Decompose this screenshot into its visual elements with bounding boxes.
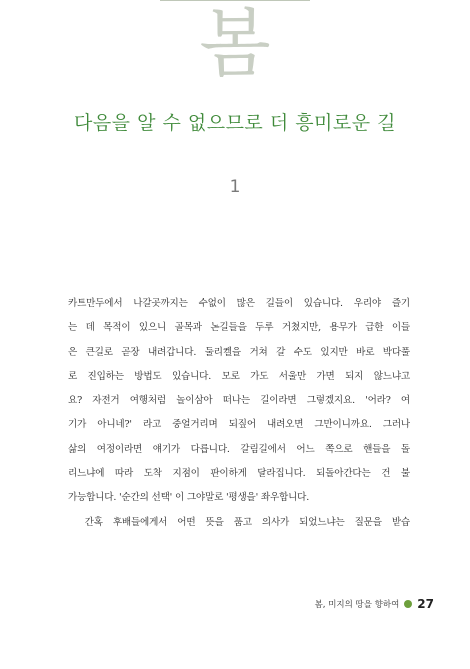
chapter-subtitle: 다음을 알 수 없으므로 더 흥미로운 길 bbox=[73, 112, 397, 134]
body-line: 로 진입하는 방법도 있습니다. 모로 가도 서울만 가면 되지 않느냐고 bbox=[68, 370, 410, 382]
body-line: 는 데 목적이 있으니 골목과 논길들을 두루 거쳤지만, 용무가 급한 이들 bbox=[68, 322, 410, 334]
body-line: 리느냐에 따라 도착 지점이 판이하게 달라집니다. 되돌아간다는 건 불 bbox=[68, 468, 410, 480]
body-line: 삶의 여정이라면 얘기가 다릅니다. 갈림길에서 어느 쪽으로 핸들을 돌 bbox=[68, 443, 410, 455]
body-line: 기가 아니네?' 라고 중얼거리며 되짚어 내려오면 그만이니까요. 그러나 bbox=[68, 419, 410, 431]
bullet-icon bbox=[404, 600, 412, 608]
chapter-title-character: 봄 bbox=[199, 1, 271, 87]
page-number: 27 bbox=[417, 597, 434, 611]
running-head: 봄, 미지의 땅을 향하여 bbox=[314, 600, 400, 610]
body-line: 카트만두에서 나갈곳까지는 수없이 많은 길들이 있습니다. 우리야 즐기 bbox=[68, 298, 410, 309]
body-line: 가능합니다. '순간의 선택' 이 그야말로 '평생을' 좌우합니다. bbox=[68, 492, 310, 504]
body-line: 요? 자전거 여행처럼 놀이삼아 떠나는 길이라면 그렇겠지요. '어라? 여 bbox=[68, 395, 410, 407]
section-number: 1 bbox=[229, 177, 241, 197]
page-footer bbox=[315, 597, 434, 611]
body-paragraph bbox=[68, 292, 410, 535]
body-line: 간혹 후배들에게서 어떤 뜻을 품고 의사가 되었느냐는 질문을 받습 bbox=[68, 516, 410, 528]
body-line: 은 큰길로 곧장 내려갑니다. 둘리켈을 거쳐 갈 수도 있지만 바로 박다풀 bbox=[68, 346, 410, 358]
